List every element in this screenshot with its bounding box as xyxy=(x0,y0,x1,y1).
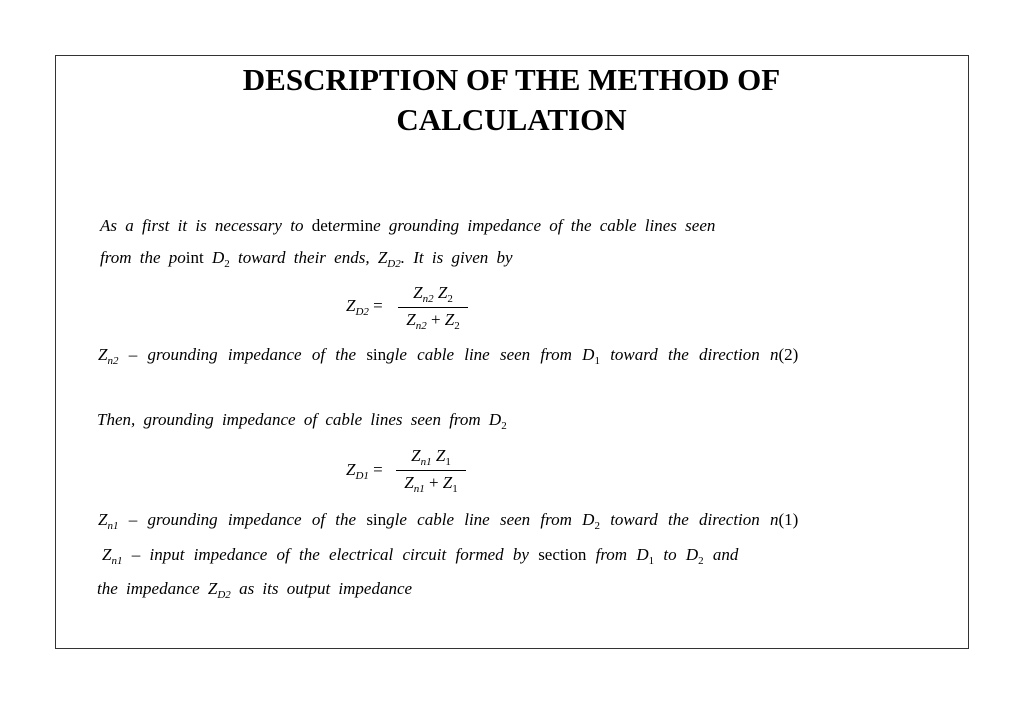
text-span: + xyxy=(424,473,443,492)
text-span: toward the direction n xyxy=(599,510,779,529)
text-span: from D xyxy=(586,545,649,564)
text-span: det xyxy=(311,216,333,235)
text-span: the impedance Z xyxy=(97,579,218,598)
subscript: 1 xyxy=(445,456,451,468)
text-span: er xyxy=(332,216,347,235)
text-span: min xyxy=(346,216,374,235)
text-span: to D xyxy=(654,545,699,564)
definition-zn1-grounding xyxy=(98,510,798,532)
text-span: sin xyxy=(366,345,387,364)
text-span: and xyxy=(703,545,739,564)
title-line-1: DESCRIPTION OF THE METHOD OF xyxy=(242,62,781,97)
subscript: n1 xyxy=(111,555,123,567)
subscript: D2 xyxy=(355,306,369,318)
formula-2-numerator xyxy=(396,446,466,468)
formula-2-lhs xyxy=(346,460,383,482)
text-span: e xyxy=(373,216,381,235)
paragraph1-line2 xyxy=(100,248,513,270)
text-span: gle cable line seen from D xyxy=(386,510,595,529)
paragraph2 xyxy=(97,410,507,432)
title-line-2: CALCULATION xyxy=(396,102,627,137)
formula-2-denominator xyxy=(396,473,466,495)
text-span: Z xyxy=(346,460,356,479)
text-span: Z xyxy=(442,473,453,492)
subscript: 2 xyxy=(454,320,460,332)
text-span: – grounding impedance of the xyxy=(118,510,367,529)
page-title xyxy=(0,60,1023,140)
text-span: . It is given by xyxy=(400,248,513,267)
definition-zn1-input-continued xyxy=(97,579,412,601)
text-span: Z xyxy=(413,283,423,302)
subscript: D2 xyxy=(387,258,401,270)
fraction-bar xyxy=(398,307,468,308)
subscript: 2 xyxy=(447,293,453,305)
subscript: 2 xyxy=(594,520,600,532)
subscript: D2 xyxy=(217,589,231,601)
subscript: n1 xyxy=(413,483,425,495)
subscript: n2 xyxy=(107,355,119,367)
text-span: – grounding impedance of the xyxy=(118,345,367,364)
formula-1-numerator xyxy=(398,283,468,305)
text-span: (2) xyxy=(778,345,799,364)
text-span: Z xyxy=(98,345,108,364)
text-span: D xyxy=(203,248,225,267)
text-span: Then, grounding impedance of cable lines seen from D xyxy=(97,410,502,429)
text-span: = xyxy=(368,296,383,315)
text-span: Z xyxy=(433,283,448,302)
text-span: section xyxy=(538,545,587,564)
subscript: 2 xyxy=(224,258,230,270)
formula-1-denominator xyxy=(398,310,468,332)
text-span: (1) xyxy=(778,510,799,529)
text-span: Z xyxy=(98,510,108,529)
subscript: n1 xyxy=(420,456,432,468)
text-span: Z xyxy=(404,473,414,492)
paragraph1-line1 xyxy=(100,216,715,236)
text-span: Z xyxy=(431,446,446,465)
subscript: 1 xyxy=(648,555,655,567)
text-span: = xyxy=(368,460,383,479)
definition-zn1-input xyxy=(102,545,738,567)
text-span: toward their ends, Z xyxy=(229,248,388,267)
formula-1-lhs xyxy=(346,296,383,318)
definition-zn2 xyxy=(98,345,798,367)
formula-2-fraction xyxy=(396,446,466,495)
fraction-bar xyxy=(396,470,466,471)
text-span: Z xyxy=(411,446,421,465)
text-span: Z xyxy=(102,545,112,564)
text-span: sin xyxy=(366,510,387,529)
text-span: toward the direction n xyxy=(599,345,779,364)
subscript: n1 xyxy=(107,520,119,532)
text-span: from the po xyxy=(100,248,186,267)
text-span: + xyxy=(426,310,445,329)
formula-1-fraction xyxy=(398,283,468,332)
text-span: As a first it is necessary to xyxy=(100,216,312,235)
text-span: as its output impedance xyxy=(230,579,413,598)
text-span: Z xyxy=(444,310,455,329)
text-span: – input impedance of the electrical circuit formed by xyxy=(122,545,539,564)
subscript: 1 xyxy=(594,355,600,367)
text-span: grounding impedance of the cable lines seen xyxy=(380,216,716,235)
text-span: Z xyxy=(346,296,356,315)
subscript: D1 xyxy=(355,470,369,482)
subscript: n2 xyxy=(415,320,427,332)
text-span: Z xyxy=(406,310,416,329)
text-span: gle cable line seen from D xyxy=(386,345,595,364)
subscript: 2 xyxy=(501,420,507,432)
subscript: n2 xyxy=(422,293,434,305)
subscript: 1 xyxy=(452,483,458,495)
subscript: 2 xyxy=(698,555,704,567)
text-span: int xyxy=(185,248,204,267)
